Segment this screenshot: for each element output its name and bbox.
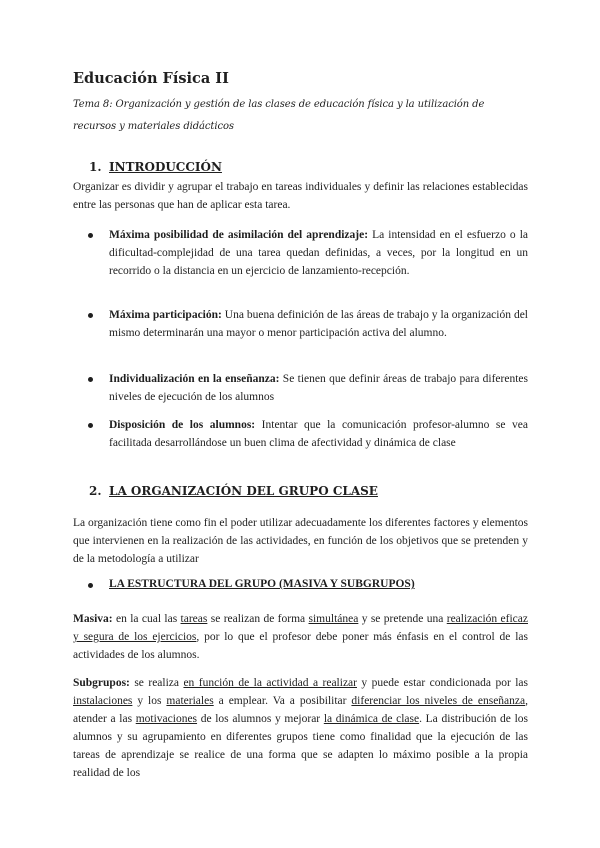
text-run: y se pretende una — [358, 613, 447, 625]
text-run: de los alumnos y mejorar — [197, 713, 324, 725]
underlined-text: la dinámica de clase — [323, 713, 420, 725]
underlined-text: instalaciones — [73, 695, 133, 707]
list-item — [109, 370, 528, 406]
document-title: Educación Física II — [73, 70, 229, 87]
section-number: 2. — [89, 484, 102, 498]
masiva-paragraph — [73, 610, 528, 664]
text-run: en la cual las — [112, 613, 181, 625]
bullet-icon — [88, 583, 93, 588]
bullet-term: Disposición de los alumnos: — [109, 419, 256, 431]
bullet-text: Una buena definición de las áreas de trabajo y la organización del mismo determinarán una mayor o menor participación activa del alumno. — [109, 309, 528, 339]
text-run: se realizan de forma — [207, 613, 309, 625]
bullet-text: Intentar que la comunicación profesor-alumno se vea facilitada desarrollándose un buen clima de afectividad y dinámica de clase — [109, 419, 528, 449]
section-number: 1. — [89, 160, 102, 174]
subheading-text: LA ESTRUCTURA DEL GRUPO (MASIVA Y SUBGRUPOS) — [109, 578, 415, 590]
section-title: INTRODUCCIÓN — [109, 160, 222, 174]
masiva-term: Masiva: — [73, 613, 113, 625]
bullet-icon — [88, 423, 93, 428]
subgrupos-term: Subgrupos: — [73, 677, 130, 689]
section-heading-introduccion — [89, 160, 222, 174]
underlined-text: realización eficaz y segura de los ejercicios — [73, 613, 528, 643]
bullet-icon — [88, 377, 93, 382]
list-item — [109, 416, 528, 452]
organizacion-paragraph: La organización tiene como fin el poder utilizar adecuadamente los diferentes factores y elementos que intervienen en la realización de las actividades, en función de los objetivos que se pretenden y de la metodología a utilizar — [73, 517, 528, 565]
text-run: , por lo que el profesor debe poner más énfasis en el control de las actividades de los alumnos. — [73, 631, 528, 661]
bullet-text: La intensidad en el esfuerzo o la dificultad-complejidad de una tarea quedan definidas, a veces, por la longitud en un recorrido o la distancia en un ejercicio de lanzamiento-recepción. — [109, 229, 528, 277]
document-subtitle: Tema 8: Organización y gestión de las clases de educación física y la utilización de recursos y materiales didácticos — [73, 99, 485, 132]
underlined-text: materiales — [166, 695, 214, 707]
bullet-term: Individualización en la enseñanza: — [109, 373, 280, 385]
text-run: y puede estar condicionada por las — [356, 677, 528, 689]
underlined-text: diferenciar los niveles de enseñanza — [351, 695, 526, 707]
underlined-text: simultánea — [308, 613, 359, 625]
section-heading-organizacion — [89, 484, 378, 498]
underlined-text: motivaciones — [135, 713, 198, 725]
text-run: . La distribución de los alumnos y su agrupamiento en diferentes grupos tiene como finalidad que la ejecución de las tareas de aprendizaje se realice de una forma que se adapten lo máximo posible a la propia realidad de los — [73, 713, 528, 779]
underlined-text: en función de la actividad a realizar — [183, 677, 357, 689]
text-run: y los — [132, 695, 167, 707]
bullet-icon — [88, 233, 93, 238]
subgrupos-paragraph — [73, 674, 528, 782]
list-item — [109, 306, 528, 342]
bullet-text: Se tienen que definir áreas de trabajo para diferentes niveles de ejecución de los alumnos — [109, 373, 528, 403]
text-run: a emplear. Va a posibilitar — [213, 695, 352, 707]
list-item — [109, 226, 528, 280]
bullet-term: Máxima participación: — [109, 309, 222, 321]
text-run: , atender a las — [73, 695, 528, 725]
intro-paragraph: Organizar es dividir y agrupar el trabajo en tareas individuales y definir las relaciones establecidas entre las personas que han de aplicar esta tarea. — [73, 181, 528, 211]
underlined-text: tareas — [180, 613, 208, 625]
section-title: LA ORGANIZACIÓN DEL GRUPO CLASE — [109, 484, 378, 498]
bullet-term: Máxima posibilidad de asimilación del aprendizaje: — [109, 229, 369, 241]
text-run: se realiza — [129, 677, 184, 689]
bullet-icon — [88, 313, 93, 318]
subheading-estructura-grupo — [109, 578, 415, 590]
